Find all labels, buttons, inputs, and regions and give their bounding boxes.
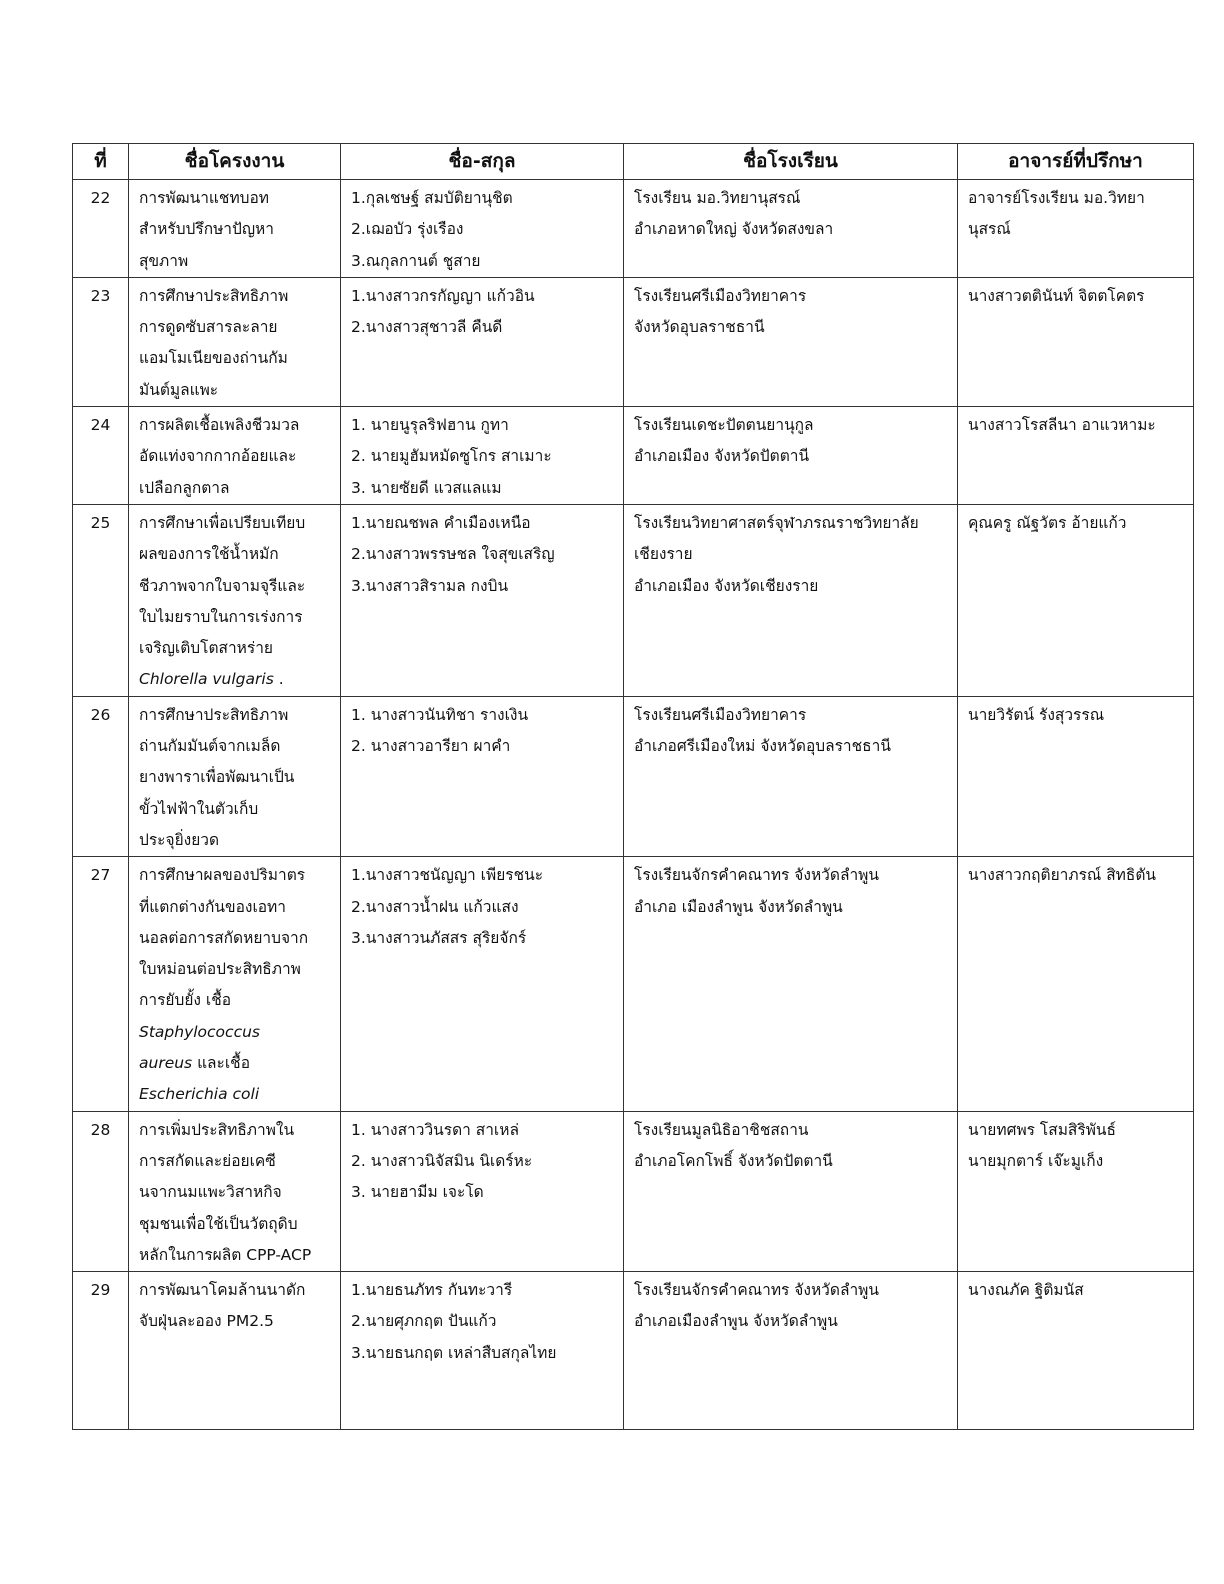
cell-line: นางสาวตตินันท์ จิตตโคตร (968, 286, 1145, 305)
cell-advisor (958, 1111, 1194, 1271)
cell-line: การพัฒนาโคมล้านนาดัก (139, 1281, 306, 1300)
table-row (73, 504, 1194, 696)
cell-line: 2.นายศุภกฤต ปันแก้ว (351, 1312, 497, 1331)
cell-school (624, 180, 958, 278)
cell-line: การยับยั้ง เชื้อ (139, 991, 232, 1010)
cell-line: สุขภาพ (139, 251, 189, 270)
cell-line: อัดแท่งจากกากอ้อยและ (139, 447, 297, 466)
cell-line: การเพิ่มประสิทธิภาพใน (139, 1120, 295, 1139)
cell-no (73, 277, 129, 406)
cell-line: 3.นางสาวนภัสสร สุริยจักร์ (351, 928, 527, 947)
cell-line: นอลต่อการสกัดหยาบจาก (139, 928, 309, 947)
cell-line: 22 (90, 189, 111, 207)
cell-line: ขั้วไฟฟ้าในตัวเก็บ (139, 799, 259, 818)
cell-line: 1. นางสาววินรดา สาเหล่ (351, 1120, 519, 1139)
cell-line: นจากนมแพะวิสาหกิจ (139, 1183, 282, 1202)
cell-line: นุสรณ์ (968, 220, 1011, 239)
cell-project (129, 407, 341, 505)
cell-names (341, 504, 624, 696)
cell-line: อำเภอ เมืองลำพูน จังหวัดลำพูน (634, 897, 843, 916)
table-row (73, 857, 1194, 1111)
cell-names (341, 1111, 624, 1271)
cell-line: คุณครู ณัฐวัตร อ้ายแก้ว (968, 513, 1127, 532)
cell-line: 28 (90, 1120, 111, 1139)
cell-advisor (958, 857, 1194, 1111)
cell-project (129, 696, 341, 856)
cell-no (73, 504, 129, 696)
cell-line: ชุมชนเพื่อใช้เป็นวัตถุดิบ (139, 1214, 298, 1233)
cell-line: การศึกษาเพื่อเปรียบเทียบ (139, 513, 306, 532)
cell-line: aureus และเชื้อ (139, 1054, 251, 1073)
table-row (73, 1111, 1194, 1271)
cell-line: โรงเรียนวิทยาศาสตร์จุฬาภรณราชวิทยาลัย (634, 513, 919, 532)
cell-line: นางสาวกฤติยาภรณ์ สิทธิตัน (968, 866, 1157, 885)
cell-line: 29 (90, 1281, 111, 1300)
cell-line: อำเภอเมือง จังหวัดเชียงราย (634, 576, 819, 595)
table-row (73, 1272, 1194, 1430)
cell-line: 3.นางสาวสิรามล กงบิน (351, 576, 509, 595)
cell-line: 2. นางสาวนิจัสมิน นิเดร์หะ (351, 1151, 533, 1170)
cell-line: ใบไมยราบในการเร่งการ (139, 607, 303, 626)
cell-line: 3. นายฮามีม เจะโด (351, 1183, 484, 1202)
cell-school (624, 1272, 958, 1430)
cell-line: อำเภอศรีเมืองใหม่ จังหวัดอุบลราชธานี (634, 737, 891, 756)
cell-line: 1.นางสาวชนัญญา เพียรชนะ (351, 866, 544, 885)
cell-line: โรงเรียนเดชะปัตตนยานุกูล (634, 416, 814, 435)
cell-project (129, 180, 341, 278)
cell-no (73, 180, 129, 278)
cell-line: จังหวัดอุบลราชธานี (634, 318, 765, 337)
cell-line: ผลของการใช้น้ำหมัก (139, 545, 279, 564)
cell-line: ที่แตกต่างกันของเอทา (139, 897, 286, 916)
cell-names (341, 1272, 624, 1430)
cell-project (129, 1111, 341, 1271)
cell-line: 26 (90, 705, 111, 724)
cell-line: การศึกษาประสิทธิภาพ (139, 705, 289, 724)
cell-line: นายทศพร โสมสิริพันธ์ (968, 1120, 1116, 1139)
header-advisor: อาจารย์ที่ปรึกษา (958, 144, 1194, 180)
cell-line: นางสาวโรสลีนา อาแวหามะ (968, 416, 1156, 435)
cell-advisor (958, 180, 1194, 278)
cell-line: 1.นายณชพล คำเมืองเหนือ (351, 513, 531, 532)
cell-line: การศึกษาประสิทธิภาพ (139, 286, 289, 305)
cell-line: โรงเรียนจักรคำคณาทร จังหวัดลำพูน (634, 866, 879, 885)
cell-line: การดูดซับสารละลาย (139, 318, 278, 337)
cell-line: อาจารย์โรงเรียน มอ.วิทยา (968, 189, 1145, 207)
cell-line: 1.กุลเชษฐ์ สมบัติยานุชิต (351, 189, 513, 207)
cell-line: 25 (90, 513, 111, 532)
cell-line: การสกัดและย่อยเคซี (139, 1151, 276, 1170)
cell-line: อำเภอเมืองลำพูน จังหวัดลำพูน (634, 1312, 838, 1331)
cell-line: นายมุกตาร์ เจ๊ะมูเก็ง (968, 1151, 1104, 1170)
header-names: ชื่อ-สกุล (341, 144, 624, 180)
header-project: ชื่อโครงงาน (129, 144, 341, 180)
cell-line: นายวิรัตน์ รังสุวรรณ (968, 705, 1105, 724)
cell-advisor (958, 1272, 1194, 1430)
cell-line: อำเภอเมือง จังหวัดปัตตานี (634, 447, 810, 466)
cell-school (624, 277, 958, 406)
cell-line: การศึกษาผลของปริมาตร (139, 866, 306, 885)
cell-line: 1.นางสาวกรกัญญา แก้วอิน (351, 286, 535, 305)
cell-line: เปลือกลูกตาล (139, 478, 230, 497)
cell-line: การผลิตเชื้อเพลิงชีวมวล (139, 416, 300, 435)
cell-names (341, 857, 624, 1111)
cell-project (129, 504, 341, 696)
cell-line: เชียงราย (634, 545, 693, 564)
cell-line: Staphylococcus (139, 1022, 260, 1041)
cell-names (341, 407, 624, 505)
cell-line: โรงเรียนมูลนิธิอาชิชสถาน (634, 1120, 809, 1139)
cell-advisor (958, 407, 1194, 505)
project-table (72, 143, 1194, 1430)
cell-line: สำหรับปรึกษาปัญหา (139, 220, 274, 239)
cell-advisor (958, 277, 1194, 406)
cell-line: หลักในการผลิต CPP-ACP (139, 1245, 312, 1264)
cell-line: ชีวภาพจากใบจามจุรีและ (139, 576, 306, 595)
cell-line: Chlorella vulgaris . (139, 670, 284, 689)
cell-line: มันต์มูลแพะ (139, 380, 219, 399)
cell-names (341, 277, 624, 406)
cell-school (624, 1111, 958, 1271)
cell-line: โรงเรียนศรีเมืองวิทยาคาร (634, 705, 807, 724)
cell-line: ใบหม่อนต่อประสิทธิภาพ (139, 960, 301, 979)
table-header-row (73, 144, 1194, 180)
cell-line: 2.นางสาวสุชาวลี คืนดี (351, 318, 503, 337)
cell-line: ประจุยิ่งยวด (139, 830, 220, 849)
cell-line: ยางพาราเพื่อพัฒนาเป็น (139, 768, 295, 787)
cell-no (73, 1272, 129, 1430)
cell-line: 3.นายธนกฤต เหล่าสืบสกุลไทย (351, 1343, 557, 1362)
table-row (73, 696, 1194, 856)
cell-line: 1. นายนูรุลริฟฮาน กูทา (351, 416, 509, 435)
cell-line: โรงเรียน มอ.วิทยานุสรณ์ (634, 189, 801, 207)
cell-advisor (958, 696, 1194, 856)
table-row (73, 277, 1194, 406)
cell-line: อำเภอหาดใหญ่ จังหวัดสงขลา (634, 220, 834, 239)
table-row (73, 180, 1194, 278)
cell-line: 2.นางสาวน้ำฝน แก้วแสง (351, 897, 519, 916)
cell-project (129, 857, 341, 1111)
cell-no (73, 407, 129, 505)
cell-line: 27 (90, 866, 111, 885)
cell-line: จับฝุ่นละออง PM2.5 (139, 1312, 274, 1331)
cell-line: นางณภัค ฐิติมนัส (968, 1281, 1084, 1300)
cell-school (624, 407, 958, 505)
cell-project (129, 277, 341, 406)
cell-line: แอมโมเนียของถ่านกัม (139, 349, 288, 368)
cell-line: 1.นายธนภัทร กันทะวารี (351, 1281, 513, 1300)
cell-line: เจริญเติบโตสาหร่าย (139, 639, 273, 658)
cell-school (624, 857, 958, 1111)
cell-line: ถ่านกัมมันต์จากเมล็ด (139, 737, 281, 756)
cell-line: 3.ณกุลกานต์ ชูสาย (351, 251, 481, 270)
header-school: ชื่อโรงเรียน (624, 144, 958, 180)
cell-project (129, 1272, 341, 1430)
cell-line: Escherichia coli (139, 1085, 260, 1104)
header-no: ที่ (73, 144, 129, 180)
cell-no (73, 857, 129, 1111)
cell-school (624, 504, 958, 696)
cell-line: 1. นางสาวนันทิชา รางเงิน (351, 705, 529, 724)
cell-school (624, 696, 958, 856)
cell-line: 2.เฌอบัว รุ่งเรือง (351, 220, 464, 239)
cell-line: โรงเรียนจักรคำคณาทร จังหวัดลำพูน (634, 1281, 879, 1300)
cell-line: 3. นายซัยดี แวสแลแม (351, 478, 502, 497)
cell-names (341, 180, 624, 278)
cell-line: 2.นางสาวพรรษชล ใจสุขเสริญ (351, 545, 555, 564)
cell-names (341, 696, 624, 856)
cell-no (73, 696, 129, 856)
cell-line: 24 (90, 416, 111, 435)
cell-line: การพัฒนาแชทบอท (139, 189, 270, 207)
cell-no (73, 1111, 129, 1271)
cell-line: โรงเรียนศรีเมืองวิทยาคาร (634, 286, 807, 305)
cell-line: 23 (90, 286, 111, 305)
cell-line: 2. นางสาวอารียา ผาคำ (351, 737, 511, 756)
cell-line: 2. นายมูฮัมหมัดซูโกร สาเมาะ (351, 447, 552, 466)
cell-advisor (958, 504, 1194, 696)
table-row (73, 407, 1194, 505)
cell-line: อำเภอโคกโพธิ์ จังหวัดปัตตานี (634, 1151, 833, 1170)
